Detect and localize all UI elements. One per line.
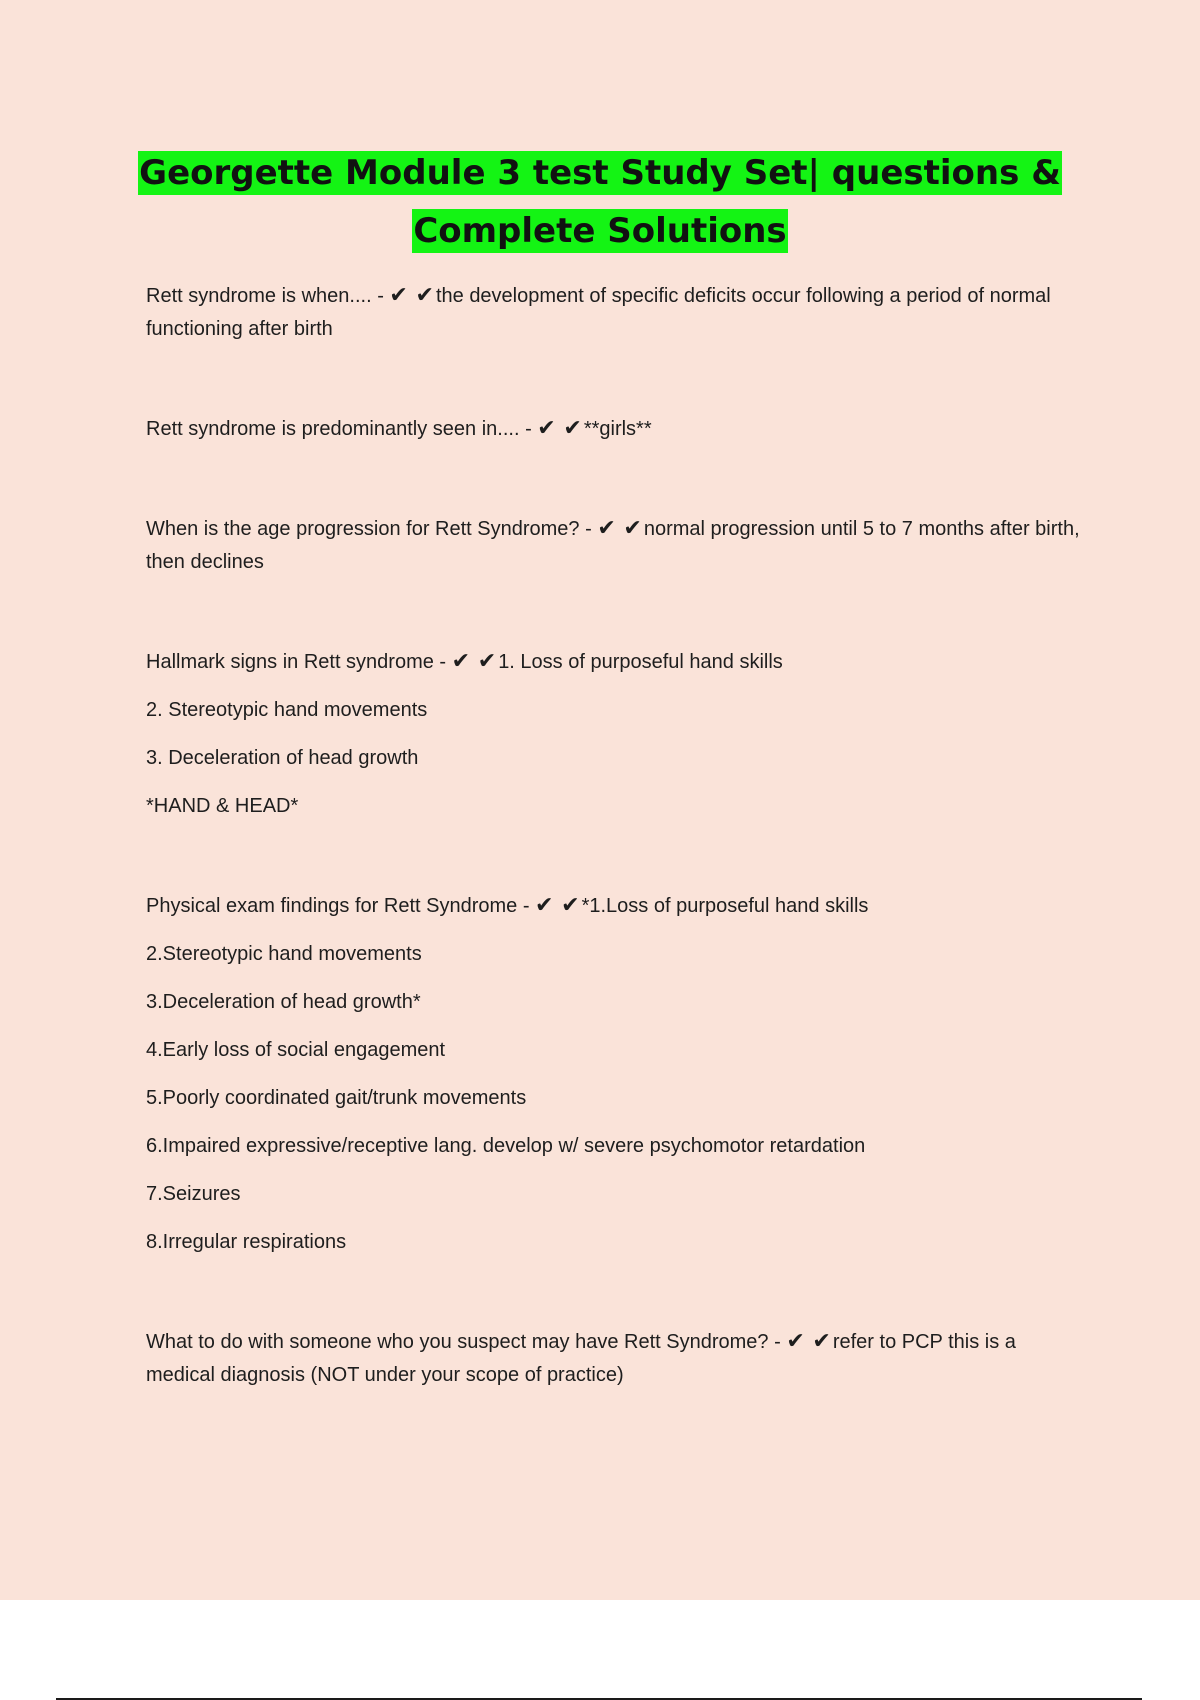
- double-check-icon: ✔ ✔: [786, 1329, 831, 1354]
- title-line-2: Complete Solutions: [413, 211, 787, 251]
- qa-item: [146, 645, 1086, 823]
- answer-text: **girls**: [583, 418, 652, 440]
- question-text: Rett syndrome is when.... -: [146, 285, 390, 307]
- qa-item: [146, 412, 1086, 446]
- answer-line: 6.Impaired expressive/receptive lang. develop w/ severe psychomotor retardation: [146, 1135, 866, 1157]
- qa-list: [146, 279, 1086, 1392]
- answer-line: *HAND & HEAD*: [146, 795, 299, 817]
- question-text: When is the age progression for Rett Syndrome? -: [146, 518, 598, 540]
- question-text: Physical exam findings for Rett Syndrome -: [146, 895, 536, 917]
- answer-text: normal progression until 5 to 7 months after birth, then declines: [146, 518, 1080, 573]
- answer-text: 1. Loss of purposeful hand skills: [498, 651, 783, 673]
- double-check-icon: ✔ ✔: [535, 893, 580, 918]
- qa-item: [146, 1325, 1086, 1392]
- double-check-icon: ✔ ✔: [597, 516, 642, 541]
- double-check-icon: ✔ ✔: [451, 649, 497, 674]
- answer-line: 2.Stereotypic hand movements: [146, 943, 422, 965]
- answer-text: the development of specific deficits occur following a period of normal functioning after birth: [146, 285, 1051, 340]
- qa-item: [146, 279, 1086, 346]
- double-check-icon: ✔ ✔: [537, 416, 582, 441]
- answer-line: 3.Deceleration of head growth*: [146, 991, 421, 1013]
- qa-item: [146, 889, 1086, 1259]
- answer-line: 2. Stereotypic hand movements: [146, 699, 428, 721]
- answer-line: 3. Deceleration of head growth: [146, 747, 419, 769]
- double-check-icon: ✔ ✔: [389, 283, 434, 308]
- answer-text: *1.Loss of purposeful hand skills: [581, 895, 869, 917]
- answer-line: 4.Early loss of social engagement: [146, 1039, 446, 1061]
- question-text: Rett syndrome is predominantly seen in.... -: [146, 418, 538, 440]
- question-text: Hallmark signs in Rett syndrome -: [146, 651, 452, 673]
- question-text: What to do with someone who you suspect may have Rett Syndrome? -: [146, 1331, 787, 1353]
- title-line-1: Georgette Module 3 test Study Set| questions &: [139, 153, 1061, 193]
- answer-text: refer to PCP this is a medical diagnosis (NOT under your scope of practice): [146, 1331, 1016, 1386]
- document-title: [100, 144, 1100, 260]
- qa-item: [146, 512, 1086, 579]
- answer-line: 7.Seizures: [146, 1183, 241, 1205]
- answer-line: 5.Poorly coordinated gait/trunk movements: [146, 1087, 527, 1109]
- answer-line: 8.Irregular respirations: [146, 1231, 347, 1253]
